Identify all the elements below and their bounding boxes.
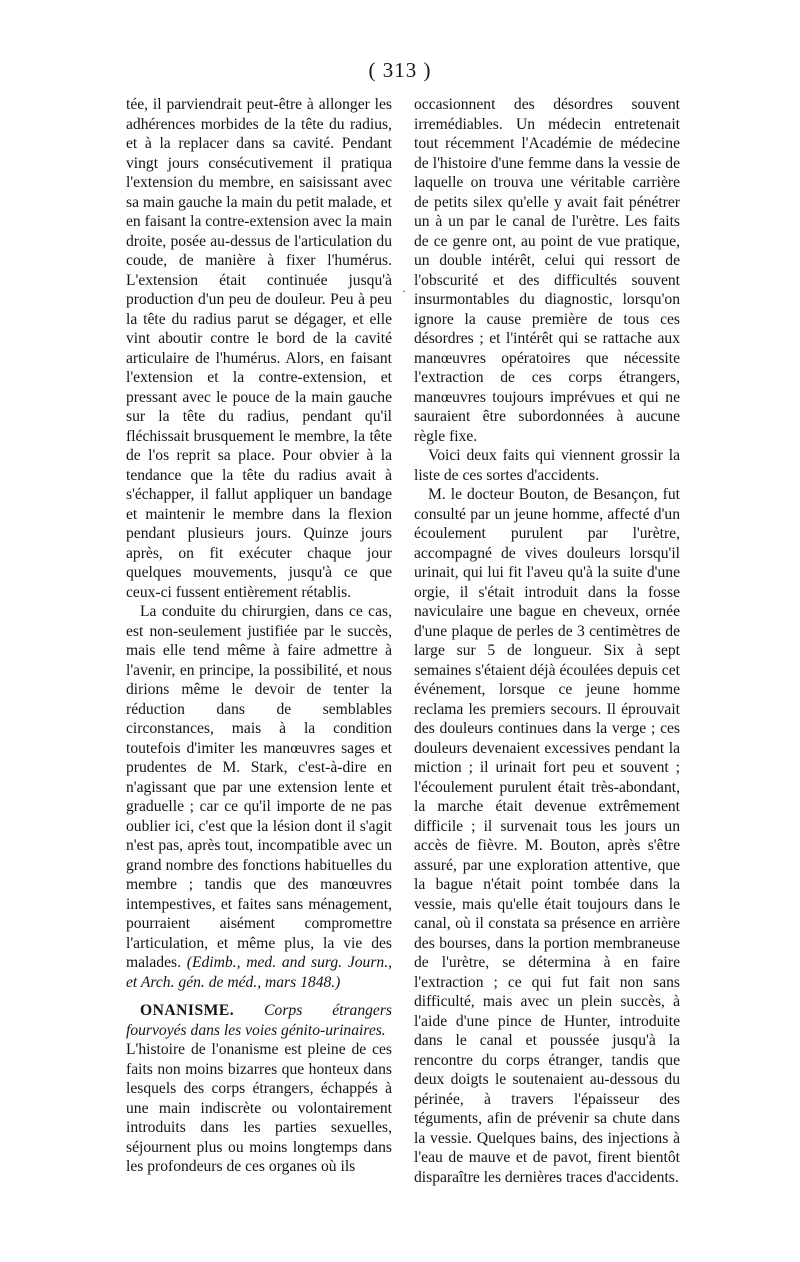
paragraph-reduction-case: tée, il parviendrait peut-être à allonger les adhérences morbides de la tête du radius, et à la replacer dans sa cavité. Pendant vingt jours consécutivement il pratiqua l'extension du membre, en saisissant avec sa main gauche la main du petit malade, et en faisant la contre-extension avec la main droite, posée au-dessus de l'articulation du coude, de manière à fixer l'humérus. L'extension était continuée jusqu'à production d'un peu de douleur. Peu à peu la tête du radius parut se dégager, et elle vint aboutir contre le bord de la cavité articulaire de l'humérus. Alors, en faisant l'extension et la contre-extension, et pressant avec le pouce de la main gauche sur la tête du radius, pendant qu'il fléchissait brusquement le membre, la tête de l'os reprit sa place. Pour obvier à la tendance que la tête du radius avait à s'échapper, il fallut appliquer un bandage et maintenir le membre dans la flexion pendant plusieurs jours. Quinze jours après, on fit exécuter chaque jour quelques mouvements, jusqu'à ce que ceux-ci fussent entièrement rétablis. xyxy=(126,96,392,601)
section-subtitle: Corps étrangers fourvoyés dans les voies génito-urinaires. xyxy=(126,1002,392,1039)
commentary-text: La conduite du chirurgien, dans ce cas, est non-seulement justifiée par le succès, mais elle tend même à faire admettre à l'avenir, en principe, la possibilité, et nous dirions même le devoir de tenter la réduction dans de semblables circonstances, mais à la condition toutefois d'imiter les manœuvres sages et prudentes de M. Stark, c'est-à-dire en n'agissant que par une extension lente et graduelle ; car ce qu'il importe de ne pas oublier ici, c'est que la lésion dont il s'agit n'est pas, après tout, incompatible avec un grand nombre des fonctions habituelles du membre ; tandis que des manœuvres intempestives, et faites sans ménagement, pourraient aisément compromettre l'articulation, et même plus, la vie des malades. xyxy=(126,603,392,971)
paragraph-continuation: occasionnent des désordres souvent irremédiables. Un médecin entretenait tout récemment l'Académie de médecine de l'histoire d'une femme dans la vessie de laquelle on trouva une véritable carrière de petits silex qu'elle y avait fait pénétrer un à un par le canal de l'urètre. Les faits de ce genre ont, au point de vue pratique, un double intérêt, celui qui ressort de l'obscurité et des difficultés souvent insurmontables du diagnostic, lorsqu'on ignore la cause première de tous ces désordres ; et l'intérêt qui se rattache aux manœuvres opératoires que nécessite l'extraction de ces corps étrangers, manœuvres toujours imprévues et qui ne sauraient être subordonnées à aucune règle fixe. xyxy=(414,96,680,445)
paragraph-commentary xyxy=(126,602,392,992)
margin-mark: · xyxy=(402,284,406,298)
section-title: ONANISME. xyxy=(140,1002,235,1019)
right-column xyxy=(414,95,680,1187)
paragraph-two-facts: Voici deux faits qui viennent grossir la liste de ces sortes d'accidents. xyxy=(414,447,680,484)
page-number: ( 313 ) xyxy=(368,58,432,82)
section-heading xyxy=(126,1001,392,1040)
source-citation: (Edimb., med. and surg. Journ., et Arch. gén. de méd., mars 1848.) xyxy=(126,954,392,991)
left-column xyxy=(126,95,392,1177)
paragraph-onanisme-intro: L'histoire de l'onanisme est pleine de ces faits non moins bizarres que honteux dans lesquels des corps étrangers, échappés à une main indiscrète ou volontairement introduits dans les parties sexuelles, séjournent plus ou moins longtemps dans les profondeurs de ces organes où ils xyxy=(126,1041,392,1175)
paragraph-bouton-case: M. le docteur Bouton, de Besançon, fut consulté par un jeune homme, affecté d'un écoulement purulent par l'urètre, accompagné de vives douleurs lorsqu'il urinait, qui lui fit l'aveu qu'à la suite d'une orgie, il s'était introduit dans la fosse naviculaire une bague en cheveux, ornée d'une plaque de perles de 3 centimètres de large sur 5 de longueur. Six à sept semaines s'étaient déjà écoulées depuis cet événement, lorsque ce jeune homme reclama les premiers secours. Il éprouvait des douleurs continues dans la verge ; ces douleurs devenaient excessives pendant la miction ; il urinait fort peu et souvent ; l'écoulement purulent était très-abondant, la marche était devenue extrêmement difficile ; il survenait tous les jours un accès de fièvre. M. Bouton, après s'être assuré, par une exploration attentive, que la bague n'était point tombée dans la vessie, mais qu'elle était toujours dans le canal, où il constata sa présence en arrière des bourses, dans la portion membraneuse de l'urètre, se détermina à en faire l'extraction ; ce qui fut fait non sans difficulté, mais avec un plein succès, à l'aide d'une pince de Hunter, introduite dans le canal et poussée jusqu'à la rencontre du corps étranger, tandis que deux doigts le soutenaient au-dessous du périnée, à travers l'épaisseur des téguments, afin de prévenir sa chute dans la vessie. Quelques bains, des injections à l'eau de mauve et de pavot, firent bientôt disparaître les dernières traces d'accidents. xyxy=(414,486,680,1186)
